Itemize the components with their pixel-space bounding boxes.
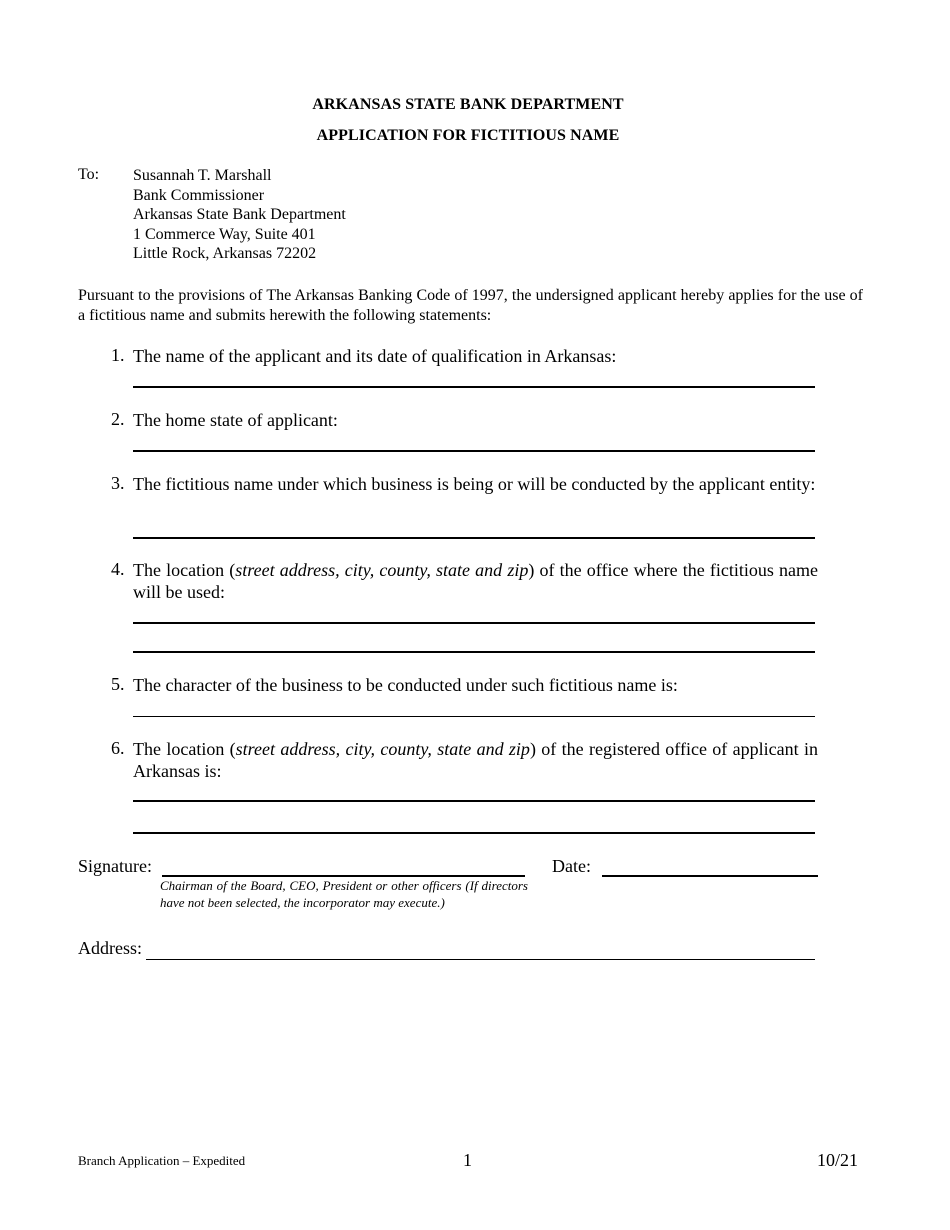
recipient-city: Little Rock, Arkansas 72202 (133, 245, 317, 263)
item-3-text: The fictitious name under which business is being or will be conducted by the applicant entity: (133, 474, 816, 494)
item-4-text-italic: street address, city, county, state and zip (235, 560, 529, 580)
date-line[interactable] (602, 875, 818, 877)
recipient-street: 1 Commerce Way, Suite 401 (133, 225, 316, 243)
item-6-number: 6. (111, 738, 125, 758)
item-1-number: 1. (111, 345, 125, 365)
item-6-text-before: The location ( (133, 739, 236, 759)
intro-paragraph: Pursuant to the provisions of The Arkansas Banking Code of 1997, the undersigned applicant hereby applies for the use of a fictitious name and submits herewith the following statements: (78, 287, 863, 324)
item-1-text: The name of the applicant and its date of qualification in Arkansas: (133, 346, 617, 366)
item-5-number: 5. (111, 674, 125, 694)
recipient-name: Susannah T. Marshall (133, 167, 272, 184)
footer-form-name: Branch Application – Expedited (78, 1153, 246, 1168)
form-title: APPLICATION FOR FICTITIOUS NAME (316, 127, 620, 144)
item-6-text-after: ) of the registered office of applicant in Arkansas is: (133, 739, 818, 781)
item-3-number: 3. (111, 473, 125, 493)
recipient-organization: Arkansas State Bank Department (133, 206, 346, 224)
address-line[interactable] (146, 959, 815, 960)
footer-version: 10/21 (817, 1150, 859, 1170)
department-title: ARKANSAS STATE BANK DEPARTMENT (312, 96, 624, 113)
date-label: Date: (552, 856, 591, 876)
address-label: Address: (78, 938, 142, 958)
item-4-text-before: The location ( (133, 560, 236, 580)
item-4-text-after: ) of the office where the fictitious name will be used: (133, 560, 819, 602)
item-1-answer-line[interactable] (133, 386, 815, 388)
item-2-text: The home state of applicant: (133, 410, 338, 430)
item-6-text-italic: street address, city, county, state and zip (235, 739, 530, 759)
recipient-address (133, 166, 346, 264)
item-2-answer-line[interactable] (133, 450, 815, 452)
item-4-answer-line-1[interactable] (133, 622, 815, 624)
item-5-answer-line[interactable] (133, 716, 815, 717)
item-6-answer-line-2[interactable] (133, 832, 815, 834)
signature-label: Signature: (78, 856, 152, 876)
recipient-title: Bank Commissioner (133, 186, 265, 204)
item-5-text: The character of the business to be conducted under such fictitious name is: (133, 675, 678, 695)
item-2-number: 2. (111, 409, 125, 429)
footer-page-number: 1 (463, 1150, 472, 1170)
item-3-answer-line[interactable] (133, 537, 815, 539)
item-6-text (133, 738, 818, 782)
to-label: To: (78, 166, 100, 183)
item-4-answer-line-2[interactable] (133, 651, 815, 653)
item-4-text (133, 559, 818, 603)
signature-note: Chairman of the Board, CEO, President or other officers (If directors have not been selected, the incorporator may execute.) (160, 878, 528, 910)
item-4-number: 4. (111, 559, 125, 579)
item-6-answer-line-1[interactable] (133, 800, 815, 802)
